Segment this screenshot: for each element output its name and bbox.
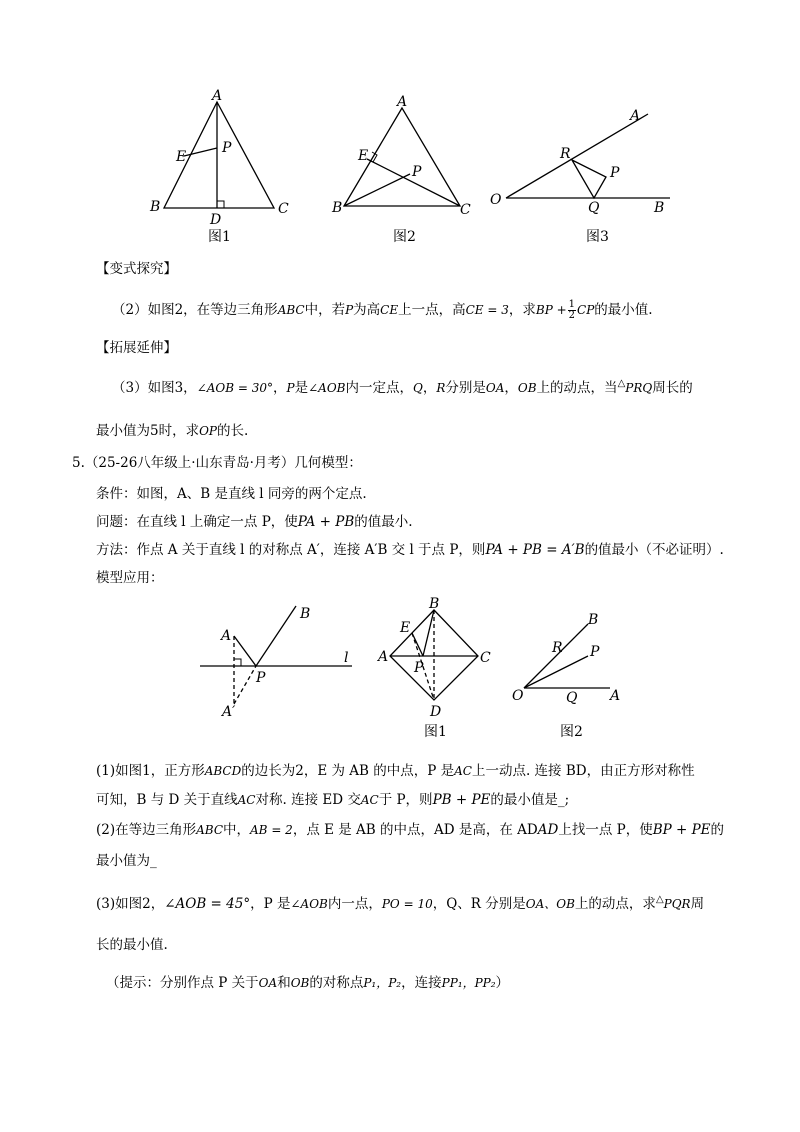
- q3-text: ，: [273, 380, 287, 396]
- fig2-angle-label-R: R: [552, 640, 563, 656]
- hint-text: 和: [277, 975, 291, 991]
- fig3-label-B: B: [654, 200, 665, 216]
- hint-text: 的对称点: [309, 975, 364, 991]
- figure-1-square-svg: [378, 596, 498, 721]
- problem-5-heading: 5.（25-26八年级上·山东青岛·月考）几何模型：: [72, 455, 362, 471]
- fig1-label-A: A: [212, 88, 223, 104]
- fig1-caption: 图1: [208, 229, 231, 245]
- q3-text: 内一定点，: [345, 380, 413, 396]
- p5q2-text: 中，: [223, 822, 251, 838]
- q2-text: 中，若: [304, 302, 346, 318]
- fig3-label-O: O: [490, 192, 502, 208]
- fig1-label-D: D: [210, 212, 222, 228]
- q3-text: 上的动点，当: [536, 380, 618, 396]
- section-extend-heading: 【拓展延伸】: [96, 340, 177, 356]
- problem-5-question: [96, 514, 413, 530]
- q3-text: ，: [422, 380, 437, 396]
- q3-math: Q: [413, 381, 423, 395]
- fig2-label-B: B: [332, 200, 343, 216]
- question-3: [112, 378, 693, 396]
- model-label-l: l: [344, 650, 349, 666]
- fig2-angle-label-O: O: [512, 688, 524, 704]
- fig2-label-P: P: [412, 164, 422, 180]
- fig1-square-label-D: D: [430, 704, 442, 720]
- figure-3-svg: [488, 104, 688, 224]
- q2-text: 的最小值.: [594, 302, 653, 318]
- p5q3-text: 内一点，: [327, 896, 382, 912]
- model-figure-reflection: [196, 600, 366, 725]
- q3-math: OA: [485, 381, 505, 395]
- p5q2-text: ，点 E 是 AB 的中点，AD 是高，在 AD: [292, 822, 538, 838]
- q3-math: P: [286, 381, 295, 395]
- p5-text: 方法：作点 A 关于直线 l 的对称点 A′，连接 A′B 交 l 于点 P，则: [96, 542, 486, 558]
- fig1-square-label-A: A: [378, 649, 389, 665]
- fig1-label-B: B: [150, 199, 161, 215]
- figure-2-svg: [330, 92, 490, 232]
- p5q2-math: AB = 2: [250, 823, 293, 837]
- section-variant-heading: 【变式探究】: [96, 261, 177, 277]
- hint-text: ）: [495, 975, 510, 991]
- q3-math: OP: [199, 424, 218, 438]
- p5-question-1-line-1: [96, 763, 695, 779]
- p5q2-text: 的: [710, 822, 725, 838]
- p5-text: 的值最小（不必证明）.: [584, 542, 724, 558]
- fig1-square-label-C: C: [480, 650, 491, 666]
- fig3-label-A: A: [630, 108, 641, 124]
- q2-text: 上一点，高: [398, 302, 466, 318]
- p5q3-math: ∠AOB: [290, 897, 328, 911]
- p5q1-math: ABCD: [204, 764, 242, 778]
- p5q3-text: 周: [690, 896, 705, 912]
- problem-5-application: 模型应用：: [96, 570, 164, 586]
- p5-math: PA + PB = A′B: [485, 542, 585, 558]
- p5q1-text: 上一动点. 连接 BD，由正方形对称性: [471, 763, 695, 779]
- q3-text: 是: [294, 380, 309, 396]
- p5-question-3-line-1: [96, 894, 704, 912]
- fig2-caption: 图2: [393, 229, 416, 245]
- hint-text: ，连接: [401, 975, 442, 991]
- p5q3-text: 上的动点，求: [574, 896, 656, 912]
- p5q1-text: 可知，B 与 D 关于直线: [96, 792, 238, 808]
- model-figure-svg: [196, 600, 366, 725]
- fig3-label-P: P: [610, 165, 620, 181]
- problem-5-method: [96, 542, 724, 558]
- p5q3-math: OA、OB: [525, 897, 575, 911]
- figure-2-angle: [508, 608, 648, 708]
- q2-text: 为高: [353, 302, 381, 318]
- p5-text: 的值最小.: [354, 514, 413, 530]
- hint-math: P₁，P₂: [363, 976, 402, 990]
- p5-question-3-line-2: 长的最小值.: [96, 937, 168, 953]
- q2-math: CE = 3: [465, 303, 509, 317]
- p5-question-1-line-2: [96, 792, 569, 808]
- fig1-square-label-P: P: [414, 660, 424, 676]
- p5q3-text: (3)如图2，: [96, 896, 165, 912]
- p5q2-math: BP + PE: [652, 822, 711, 838]
- p5-text: 问题：在直线 l 上确定一点 P，使: [96, 514, 298, 530]
- q3-text: 最小值为5时，求: [96, 423, 200, 439]
- fig2-angle-label-A: A: [610, 688, 621, 704]
- p5q2-math: AD: [537, 822, 559, 838]
- fig2-angle-label-Q: Q: [566, 690, 578, 706]
- p5q1-math: AC: [454, 764, 472, 778]
- p5q1-math: PB + PE: [432, 792, 491, 808]
- p5q1-text: 的边长为2，E 为 AB 的中点，P 是: [241, 763, 455, 779]
- p5q1-text: 于 P，则: [378, 792, 433, 808]
- model-label-B: B: [300, 606, 311, 622]
- problem-5-condition: 条件：如图，A、B 是直线 l 同旁的两个定点.: [96, 486, 367, 502]
- p5q2-text: (2)在等边三角形: [96, 822, 197, 838]
- p5q3-math: PO = 10: [381, 897, 433, 911]
- q2-text: ，求: [508, 302, 536, 318]
- p5-math: PA + PB: [297, 514, 355, 530]
- p5-question-2-line-2: 最小值为_: [96, 853, 157, 869]
- q2-fraction: [568, 300, 576, 321]
- p5q1-text: 的最小值是_;: [490, 792, 570, 808]
- fig1-label-E: E: [176, 149, 187, 165]
- q2-math: ABC: [277, 303, 305, 317]
- p5q1-math: AC: [360, 793, 379, 807]
- p5q1-text: (1)如图1，正方形: [96, 763, 205, 779]
- q2-math: CE: [380, 303, 399, 317]
- mid-fig2-caption: 图2: [560, 724, 583, 740]
- p5-question-2-line-1: [96, 822, 724, 838]
- figure-1-equilateral-with-altitude: [140, 90, 300, 230]
- p5q1-text: 对称. 连接 ED 交: [255, 792, 361, 808]
- figure-2-equilateral-with-height: [330, 92, 490, 232]
- q3-text: 周长的: [652, 380, 693, 396]
- model-label-P: P: [256, 670, 266, 686]
- fig3-label-Q: Q: [588, 200, 600, 216]
- figure-1-svg: [140, 90, 300, 230]
- hint-math: OA: [258, 976, 278, 990]
- figure-2-angle-svg: [508, 608, 648, 708]
- q3-text: ，: [504, 380, 518, 396]
- figure-1-square: [378, 596, 498, 721]
- p5q1-math: AC: [237, 793, 256, 807]
- fig2-label-E: E: [358, 148, 369, 164]
- p5q2-math: ABC: [196, 823, 224, 837]
- q3-math: ∠AOB: [308, 381, 346, 395]
- fig1-label-C: C: [278, 201, 289, 217]
- fig2-angle-label-P: P: [590, 644, 600, 660]
- hint-line: [106, 975, 509, 991]
- q3-text: 的长.: [217, 423, 249, 439]
- question-2: [112, 300, 653, 321]
- q3-text: （3）如图3，: [112, 380, 197, 396]
- fraction-denominator: 2: [568, 310, 576, 321]
- model-label-A-prime: A′: [222, 704, 236, 720]
- p5q2-text: 上找一点 P，使: [558, 822, 653, 838]
- p5q3-text: ，P 是: [250, 896, 291, 912]
- q3-math: ∠AOB = 30°: [196, 381, 274, 395]
- fig1-square-label-B: B: [429, 596, 440, 612]
- hint-math: OB: [290, 976, 310, 990]
- fig3-label-R: R: [560, 146, 571, 162]
- fig1-square-label-E: E: [400, 620, 411, 636]
- triangle-symbol: △: [617, 378, 626, 389]
- figure-3-angle-with-triangle: [488, 104, 688, 224]
- q2-math: CP: [577, 303, 595, 317]
- triangle-symbol: △: [655, 894, 664, 905]
- q3-text: 分别是: [445, 380, 486, 396]
- mid-fig1-caption: 图1: [424, 724, 447, 740]
- hint-text: （提示：分别作点 P 关于: [106, 975, 259, 991]
- fig2-angle-label-B: B: [588, 612, 599, 628]
- p5q3-math: ∠AOB = 45°: [164, 896, 251, 912]
- hint-math: PP₁，PP₂: [441, 976, 496, 990]
- q2-math: P: [345, 303, 354, 317]
- q2-math: BP +: [535, 303, 567, 317]
- question-3-line-2: [96, 423, 248, 439]
- p5q3-math: PQR: [663, 897, 691, 911]
- fig1-label-P: P: [222, 140, 232, 156]
- p5q3-text: ，Q、R 分别是: [432, 896, 526, 912]
- q2-text: （2）如图2，在等边三角形: [112, 302, 278, 318]
- fig3-caption: 图3: [586, 229, 609, 245]
- fraction-numerator: 1: [568, 299, 576, 310]
- fig2-label-A: A: [397, 94, 408, 110]
- model-label-A: A: [221, 628, 232, 644]
- q3-math: OB: [517, 381, 537, 395]
- fig2-label-C: C: [460, 202, 471, 218]
- q3-math: R: [436, 381, 446, 395]
- q3-math: PRQ: [625, 381, 653, 395]
